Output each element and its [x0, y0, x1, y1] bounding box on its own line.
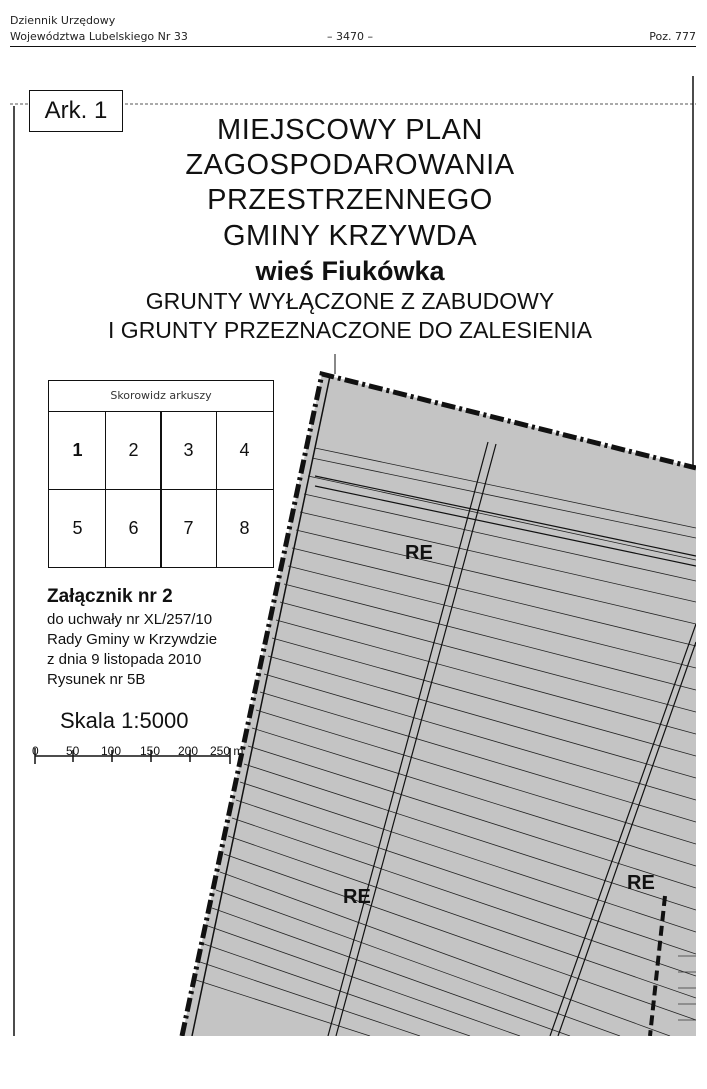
sheet-cell-3: 3	[183, 440, 194, 460]
position-number: Poz. 777	[649, 30, 696, 43]
sheet-cell-8: 8	[239, 518, 250, 538]
scale-tick-label: 250 m	[210, 744, 244, 758]
title-line-2: ZAGOSPODAROWANIA	[185, 149, 515, 181]
page-header	[0, 0, 707, 48]
header-rule	[10, 46, 696, 47]
sheet-cell-1: 1	[72, 440, 83, 460]
zone-label-re: RE	[627, 872, 655, 894]
village-name: wieś Fiukówka	[255, 256, 445, 286]
attachment-date: z dnia 9 listopada 2010	[47, 651, 202, 668]
title-line-4: GMINY KRZYWDA	[222, 220, 478, 252]
sheet-cell-5: 5	[72, 518, 83, 538]
attachment-council: Rady Gminy w Krzywdzie	[47, 631, 218, 648]
sheet-cell-6: 6	[128, 518, 139, 538]
title-line-1: MIEJSCOWY PLAN	[217, 114, 483, 146]
attachment-title: Załącznik nr 2	[47, 586, 173, 607]
sheet-cell-7: 7	[183, 518, 194, 538]
subtitle-line-1: GRUNTY WYŁĄCZONE Z ZABUDOWY	[145, 288, 555, 314]
journal-title: Dziennik Urzędowy	[10, 14, 116, 27]
sheet-label: Ark. 1	[29, 90, 123, 132]
map-sheet	[10, 76, 696, 1036]
subtitle-line-2: I GRUNTY PRZEZNACZONE DO ZALESIENIA	[108, 317, 592, 343]
sheet-index	[48, 380, 274, 568]
journal-issue: Województwa Lubelskiego Nr 33	[10, 30, 188, 43]
sheet-cell-2: 2	[128, 440, 139, 460]
attachment-drawing: Rysunek nr 5B	[47, 671, 146, 688]
scale-tick-label: 50	[66, 744, 80, 758]
scale-tick-label: 0	[32, 744, 39, 758]
attachment-resolution: do uchwały nr XL/257/10	[47, 611, 213, 628]
page-number: – 3470 –	[327, 30, 373, 43]
title-line-3: PRZESTRZENNEGO	[207, 184, 493, 216]
sheet-cell-4: 4	[239, 440, 250, 460]
scale-tick-label: 100	[101, 744, 122, 758]
scale-tick-label: 150	[140, 744, 161, 758]
zone-label-re: RE	[343, 886, 371, 908]
scale-tick-label: 200	[178, 744, 199, 758]
scale-bar	[35, 748, 230, 764]
zone-label-re: RE	[405, 542, 433, 564]
sheet-index-heading: Skorowidz arkuszy	[49, 381, 273, 412]
scale-title: Skala 1:5000	[60, 708, 189, 733]
